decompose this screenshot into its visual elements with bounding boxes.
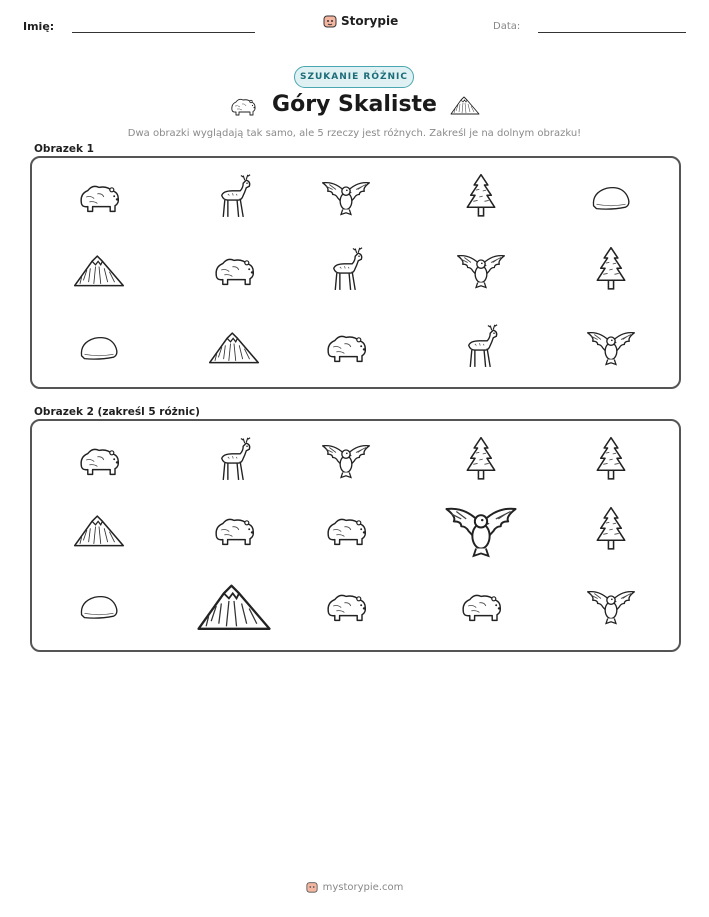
deer-icon[interactable] xyxy=(211,435,257,485)
deer-icon xyxy=(323,245,369,295)
brand-name: Storypie xyxy=(341,14,399,28)
pine-tree-icon xyxy=(591,246,631,294)
storypie-icon xyxy=(306,881,318,893)
storypie-icon xyxy=(323,14,337,28)
bear-icon[interactable] xyxy=(322,512,370,548)
mountain-icon xyxy=(208,327,260,367)
name-label: Imię: xyxy=(23,20,55,33)
pine-tree-icon[interactable] xyxy=(461,436,501,484)
pine-tree-icon xyxy=(461,173,501,221)
eagle-icon xyxy=(456,249,506,291)
eagle-icon-large[interactable] xyxy=(444,499,518,561)
bear-icon[interactable] xyxy=(457,588,505,624)
rock-icon xyxy=(587,181,635,213)
rock-icon[interactable] xyxy=(75,590,123,622)
pine-tree-icon[interactable] xyxy=(591,436,631,484)
rock-icon xyxy=(75,331,123,363)
name-line[interactable] xyxy=(72,32,255,33)
bear-icon xyxy=(322,329,370,365)
eagle-icon[interactable] xyxy=(321,439,371,481)
eagle-icon xyxy=(586,326,636,368)
mountain-icon xyxy=(450,94,480,120)
bear-icon xyxy=(210,252,258,288)
activity-badge: SZUKANIE RÓŻNIC xyxy=(294,66,414,88)
page-title: Góry Skaliste xyxy=(272,92,437,117)
footer xyxy=(0,881,709,893)
bear-icon xyxy=(75,179,123,215)
mountain-icon[interactable] xyxy=(73,510,125,550)
deer-icon xyxy=(458,322,504,372)
pine-tree-icon[interactable] xyxy=(591,506,631,554)
brand-logo xyxy=(323,14,398,28)
eagle-icon xyxy=(321,176,371,218)
bear-icon[interactable] xyxy=(322,588,370,624)
bear-icon[interactable] xyxy=(75,442,123,478)
picture2-label: Obrazek 2 (zakreśl 5 różnic) xyxy=(34,406,200,418)
date-label: Data: xyxy=(493,21,521,32)
eagle-icon[interactable] xyxy=(586,585,636,627)
picture1-label: Obrazek 1 xyxy=(34,143,94,155)
bear-icon[interactable] xyxy=(210,512,258,548)
footer-url[interactable]: mystorypie.com xyxy=(322,881,404,893)
date-line[interactable] xyxy=(538,32,686,33)
deer-icon xyxy=(211,172,257,222)
instructions: Dwa obrazki wyglądają tak samo, ale 5 rzeczy jest różnych. Zakreśl je na dolnym obrazku! xyxy=(127,128,582,139)
mountain-icon-large[interactable] xyxy=(196,577,272,635)
mountain-icon xyxy=(73,250,125,290)
